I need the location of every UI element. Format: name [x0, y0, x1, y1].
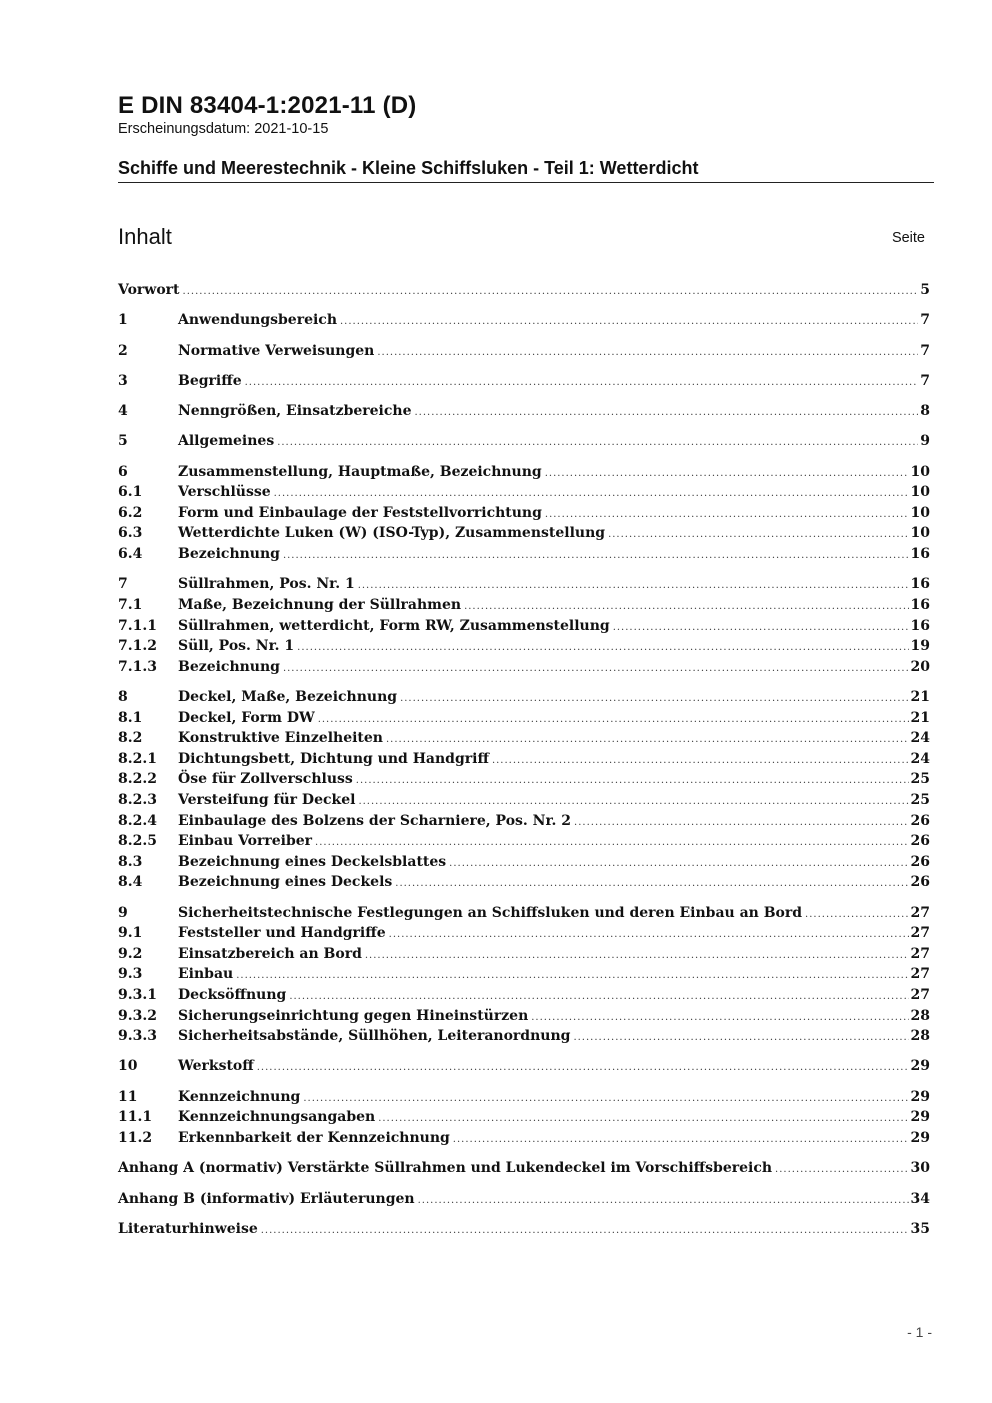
toc-entry[interactable] — [118, 1107, 930, 1128]
toc-dot-leader — [377, 343, 918, 364]
toc-entry-title: Süllrahmen, wetterdicht, Form RW, Zusammenstellung — [178, 617, 610, 634]
toc-entry[interactable] — [118, 687, 930, 708]
toc-entry-page: 21 — [910, 689, 930, 705]
toc-dot-leader — [289, 987, 908, 1008]
toc-entry[interactable] — [118, 431, 930, 452]
toc-entry-page: 7 — [920, 372, 930, 389]
toc-entry-number: 8.2.4 — [118, 812, 157, 829]
toc-entry-page: 8 — [920, 403, 930, 420]
toc-dot-leader — [613, 618, 909, 639]
toc-entry[interactable] — [118, 503, 930, 524]
toc-entry-title: Allgemeines — [178, 433, 275, 450]
toc-entry[interactable] — [118, 944, 930, 965]
page-number: - 1 - — [907, 1324, 932, 1340]
toc-entry[interactable] — [118, 462, 930, 483]
toc-entry-title: Einbaulage des Bolzens der Scharniere, Pos. Nr. 2 — [178, 812, 572, 829]
toc-entry[interactable] — [118, 831, 930, 852]
toc-entry-page: 16 — [910, 617, 930, 634]
toc-entry[interactable] — [118, 657, 930, 678]
toc-entry-page: 10 — [910, 484, 930, 501]
toc-entry-page: 25 — [910, 771, 930, 788]
toc-entry[interactable] — [118, 708, 930, 729]
toc-entry-page: 21 — [910, 709, 930, 726]
toc-entry[interactable] — [118, 616, 930, 637]
document-title: Schiffe und Meerestechnik - Kleine Schiffsluken - Teil 1: Wetterdicht — [118, 158, 699, 178]
toc-entry-page: 24 — [910, 730, 930, 747]
toc-dot-leader — [245, 373, 919, 394]
toc-entry-number: 7.1.1 — [118, 617, 157, 634]
toc-dot-leader — [608, 525, 908, 546]
toc-entry-page: 9 — [920, 433, 930, 450]
toc-entry-number: 6.3 — [118, 525, 143, 542]
toc-dot-leader — [236, 966, 908, 987]
toc-dot-leader — [261, 1221, 909, 1242]
toc-entry-number: 9.3 — [118, 966, 143, 983]
toc-dot-leader — [277, 433, 918, 454]
toc-entry-page: 5 — [920, 282, 930, 298]
toc-entry-page: 29 — [910, 1109, 930, 1126]
toc-entry[interactable] — [118, 341, 930, 362]
toc-entry-number: 6.4 — [118, 546, 143, 563]
toc-entry-number: 10 — [118, 1058, 138, 1075]
toc-entry-title: Kennzeichnung — [178, 1088, 301, 1105]
toc-entry-number: 8.1 — [118, 709, 143, 726]
toc-entry-number: 9 — [118, 904, 128, 921]
publication-date: Erscheinungsdatum: 2021-10-15 — [118, 121, 329, 137]
toc-entry[interactable] — [118, 923, 930, 944]
toc-entry[interactable] — [118, 310, 930, 331]
toc-dot-leader — [400, 689, 908, 710]
toc-entry[interactable] — [118, 811, 930, 832]
toc-dot-leader — [464, 597, 908, 618]
toc-entry[interactable] — [118, 544, 930, 565]
toc-entry-number: 7.1.3 — [118, 658, 157, 675]
toc-entry-number: 6.1 — [118, 484, 143, 501]
toc-entry-number: 8.2.3 — [118, 791, 157, 808]
toc-entry-number: 11 — [118, 1088, 138, 1105]
toc-entry-page: 7 — [920, 342, 930, 359]
toc-dot-leader — [574, 813, 908, 834]
toc-entry[interactable] — [118, 1189, 930, 1210]
toc-entry-number: 1 — [118, 312, 128, 329]
toc-entry-number: 9.3.1 — [118, 987, 157, 1003]
toc-entry[interactable] — [118, 574, 930, 595]
toc-entry-title: Öse für Zollverschluss — [178, 771, 353, 788]
toc-entry-title: Sicherheitsabstände, Süllhöhen, Leiteranordnung — [178, 1028, 571, 1045]
toc-entry[interactable] — [118, 749, 930, 770]
toc-entry[interactable] — [118, 595, 930, 616]
toc-entry-title: Dichtungsbett, Dichtung und Handgriff — [178, 750, 489, 767]
toc-entry-number: 7.1 — [118, 596, 143, 613]
toc-entry-page: 28 — [910, 1028, 930, 1045]
toc-entry-page: 28 — [910, 1007, 930, 1024]
toc-entry-number: 7 — [118, 576, 128, 593]
toc-entry-page: 30 — [910, 1160, 930, 1177]
toc-entry-page: 26 — [910, 833, 930, 850]
toc-entry-title: Konstruktive Einzelheiten — [178, 730, 383, 747]
toc-dot-leader — [365, 946, 909, 967]
toc-dot-leader — [315, 833, 908, 854]
toc-entry-number: 8.4 — [118, 874, 143, 891]
toc-entry-title: Nenngrößen, Einsatzbereiche — [178, 403, 412, 420]
toc-entry[interactable] — [118, 964, 930, 985]
toc-entry-page: 20 — [910, 658, 930, 675]
toc-entry[interactable] — [118, 1128, 930, 1149]
toc-dot-leader — [358, 576, 909, 597]
toc-entry-number: 5 — [118, 433, 128, 450]
toc-entry-title: Form und Einbaulage der Feststellvorrichtung — [178, 504, 542, 521]
toc-entry-title: Süllrahmen, Pos. Nr. 1 — [178, 576, 355, 593]
toc-entry-title: Versteifung für Deckel — [178, 791, 356, 808]
toc-dot-leader — [449, 854, 908, 875]
toc-entry-title: Wetterdichte Luken (W) (ISO-Typ), Zusammenstellung — [178, 525, 606, 542]
toc-dot-leader — [378, 1109, 908, 1130]
toc-entry[interactable] — [118, 872, 930, 893]
toc-entry-page: 25 — [910, 791, 930, 808]
toc-entry-number: 9.1 — [118, 925, 143, 942]
toc-entry-page: 29 — [910, 1088, 930, 1105]
toc-dot-leader — [453, 1130, 909, 1151]
toc-entry-title: Werkstoff — [178, 1058, 254, 1075]
document-id: E DIN 83404-1:2021-11 (D) — [118, 92, 417, 119]
toc-entry-page: 10 — [910, 525, 930, 542]
toc-entry-title: Bezeichnung eines Deckelsblattes — [178, 853, 447, 870]
toc-dot-leader — [389, 925, 909, 946]
toc-entry-title: Bezeichnung eines Deckels — [178, 874, 393, 891]
toc-page-column-label: Seite — [891, 230, 925, 246]
toc-entry-title: Deckel, Maße, Bezeichnung — [178, 689, 398, 705]
toc-entry-number: 3 — [118, 372, 128, 389]
toc-entry-title: Zusammenstellung, Hauptmaße, Bezeichnung — [178, 463, 542, 480]
toc-dot-leader — [283, 659, 909, 680]
toc-entry-title: Verschlüsse — [178, 484, 271, 501]
toc-entry-title: Erkennbarkeit der Kennzeichnung — [178, 1129, 450, 1146]
toc-dot-leader — [545, 464, 909, 485]
toc-entry-page: 26 — [910, 874, 930, 891]
toc-entry[interactable] — [118, 1006, 930, 1027]
toc-entry-number: 2 — [118, 342, 128, 359]
toc-entry[interactable] — [118, 903, 930, 924]
toc-entry-title: Einbau — [178, 966, 234, 983]
toc-dot-leader — [418, 1191, 909, 1212]
toc-dot-leader — [274, 484, 909, 505]
toc-dot-leader — [775, 1160, 908, 1181]
toc-entry-number: 11.2 — [118, 1129, 153, 1146]
toc-entry-title: Literaturhinweise — [118, 1220, 258, 1237]
toc-dot-leader — [358, 792, 908, 813]
toc-entry[interactable] — [118, 985, 930, 1006]
toc-dot-leader — [303, 1089, 908, 1110]
toc-entry-number: 8.2.5 — [118, 833, 157, 850]
toc-entry-page: 7 — [920, 312, 930, 329]
toc-dot-leader — [340, 312, 918, 333]
toc-dot-leader — [283, 546, 909, 567]
toc-entry-page: 19 — [910, 638, 930, 655]
toc-entry-title: Begriffe — [178, 372, 242, 389]
toc-entry[interactable] — [118, 371, 930, 392]
toc-entry-title: Bezeichnung — [178, 546, 280, 563]
toc-entry[interactable] — [118, 1026, 930, 1047]
toc-entry[interactable] — [118, 1056, 930, 1077]
toc-entry-page: 35 — [910, 1220, 930, 1237]
toc-entry-title: Maße, Bezeichnung der Süllrahmen — [178, 596, 462, 613]
toc-entry-title: Einsatzbereich an Bord — [178, 945, 362, 962]
toc-entry-number: 9.3.3 — [118, 1028, 157, 1045]
toc-entry-page: 16 — [910, 576, 930, 593]
toc-entry-title: Süll, Pos. Nr. 1 — [178, 638, 295, 655]
toc-entry[interactable] — [118, 1219, 930, 1240]
toc-entry-title: Normative Verweisungen — [178, 342, 375, 359]
toc-dot-leader — [531, 1008, 908, 1029]
toc-heading: Inhalt — [118, 224, 172, 249]
toc-entry-number: 8.2 — [118, 730, 143, 747]
toc-entry-number: 6 — [118, 463, 128, 480]
toc-entry-page: 29 — [910, 1058, 930, 1075]
toc-dot-leader — [805, 905, 908, 926]
toc-entry-title: Einbau Vorreiber — [178, 833, 313, 850]
toc-dot-leader — [386, 730, 909, 751]
toc-entry-number: 11.1 — [118, 1109, 153, 1126]
toc-entry-title: Sicherheitstechnische Festlegungen an Schiffsluken und deren Einbau an Bord — [178, 904, 803, 921]
toc-dot-leader — [492, 751, 909, 772]
toc-dot-leader — [318, 710, 909, 731]
toc-dot-leader — [356, 771, 909, 792]
toc-entry[interactable] — [118, 401, 930, 422]
toc-entry[interactable] — [118, 769, 930, 790]
toc-entry[interactable] — [118, 1158, 930, 1179]
toc-entry-number: 8.2.2 — [118, 771, 157, 788]
toc-entry-number: 4 — [118, 403, 128, 420]
toc-entry[interactable] — [118, 1087, 930, 1108]
toc-entry-number: 9.3.2 — [118, 1007, 157, 1024]
toc-entry-title: Anwendungsbereich — [178, 312, 337, 329]
toc-entry-page: 29 — [910, 1129, 930, 1146]
toc-entry-title: Feststeller und Handgriffe — [178, 925, 386, 942]
toc-entry-title: Bezeichnung — [178, 658, 280, 675]
toc-entry[interactable] — [118, 280, 930, 301]
toc-entry-title: Decksöffnung — [178, 987, 287, 1003]
toc-entry-number: 9.2 — [118, 945, 143, 962]
toc-entry[interactable] — [118, 482, 930, 503]
toc-entry-title: Sicherungseinrichtung gegen Hineinstürzen — [178, 1007, 529, 1024]
toc-entry-title: Deckel, Form DW — [178, 709, 315, 726]
toc-entry-page: 27 — [910, 904, 930, 921]
toc-entry[interactable] — [118, 790, 930, 811]
toc-entry-number: 7.1.2 — [118, 638, 157, 655]
toc-entry-page: 27 — [910, 945, 930, 962]
toc-entry-page: 27 — [910, 925, 930, 942]
toc-entry-page: 34 — [910, 1190, 930, 1207]
toc-dot-leader — [257, 1058, 909, 1079]
toc-dot-leader — [183, 282, 919, 303]
toc-dot-leader — [545, 505, 909, 526]
toc-entry-title: Anhang A (normativ) Verstärkte Süllrahmen und Lukendeckel im Vorschiffsbereich — [118, 1160, 773, 1177]
toc-entry[interactable] — [118, 636, 930, 657]
toc-entry-number: 6.2 — [118, 504, 143, 521]
toc-entry-number: 8.2.1 — [118, 750, 157, 767]
toc-entry-title: Kennzeichnungsangaben — [178, 1109, 376, 1126]
toc-entry-number: 8 — [118, 689, 128, 705]
toc-entry-page: 10 — [910, 463, 930, 480]
toc-entry-page: 16 — [910, 546, 930, 563]
toc-entry[interactable] — [118, 728, 930, 749]
toc-entry-page: 27 — [910, 966, 930, 983]
toc-entry-number: 8.3 — [118, 853, 143, 870]
toc-entry-title: Vorwort — [118, 282, 180, 298]
toc-dot-leader — [395, 874, 908, 895]
toc-entry-page: 26 — [910, 853, 930, 870]
toc-entry-page: 16 — [910, 596, 930, 613]
toc-dot-leader — [297, 638, 908, 659]
toc-dot-leader — [414, 403, 918, 424]
toc-entry-page: 24 — [910, 750, 930, 767]
toc-entry-page: 26 — [910, 812, 930, 829]
toc-dot-leader — [573, 1028, 908, 1049]
toc-entry-page: 27 — [910, 987, 930, 1003]
toc-entry-title: Anhang B (informativ) Erläuterungen — [118, 1190, 415, 1207]
table-of-contents — [118, 280, 930, 1239]
toc-entry-page: 10 — [910, 504, 930, 521]
toc-entry[interactable] — [118, 523, 930, 544]
title-rule — [118, 182, 934, 183]
toc-entry[interactable] — [118, 852, 930, 873]
